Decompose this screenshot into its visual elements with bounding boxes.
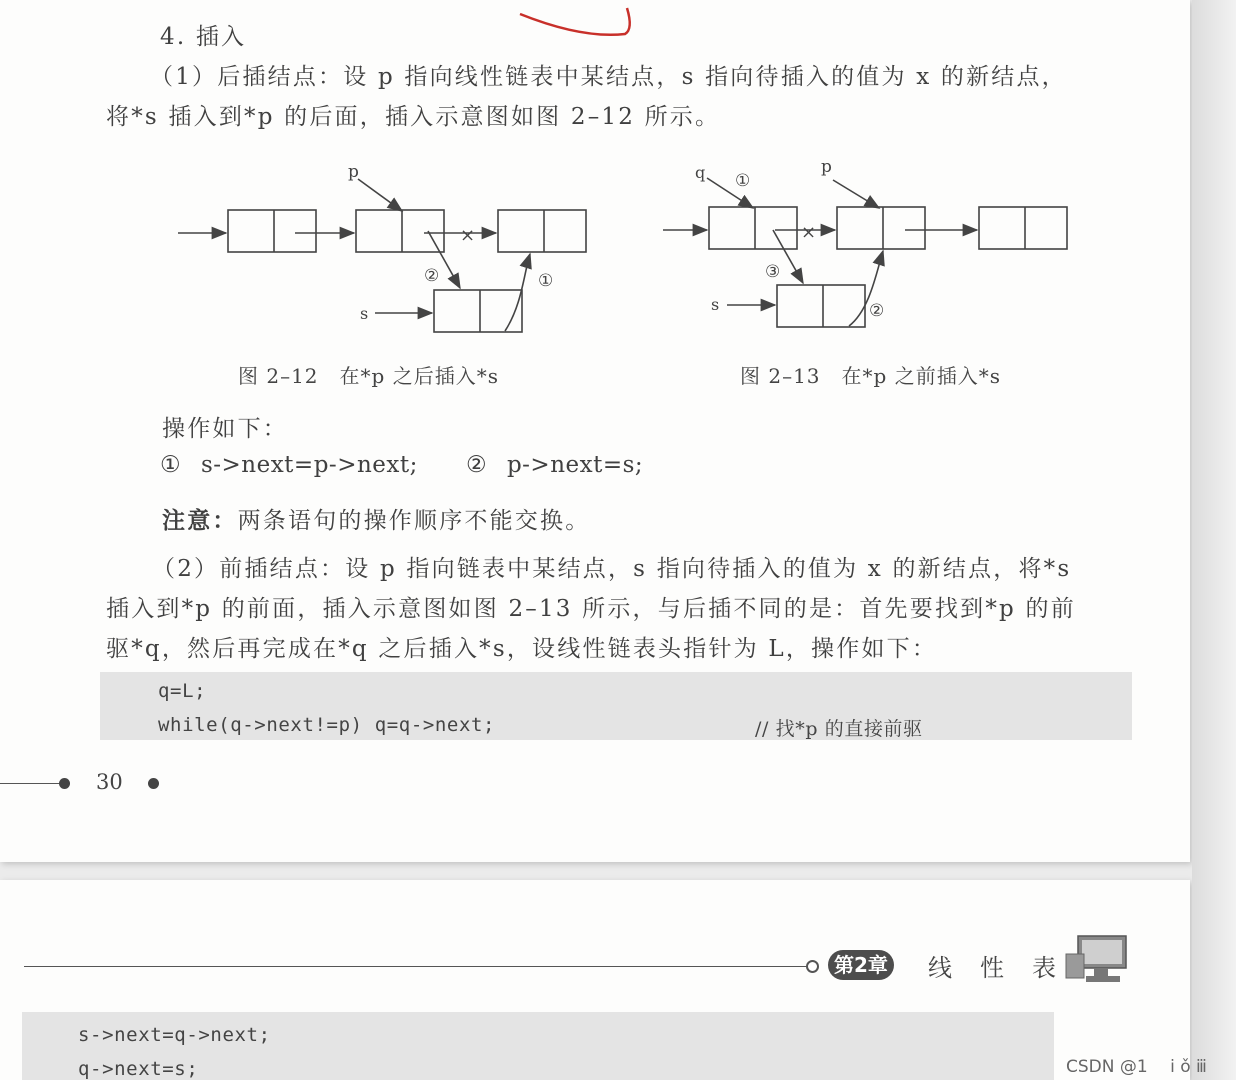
fig12-mark-2: ② [424, 266, 440, 286]
footer-dot-left [59, 778, 70, 789]
code-block-1 [100, 672, 1132, 740]
step1-number: ① [160, 452, 182, 478]
para1-line1: （1）后插结点：设 p 指向线性链表中某结点，s 指向待插入的值为 x 的新结点， [150, 64, 1067, 90]
note [162, 502, 590, 535]
step1-code: s->next=p->next; [200, 452, 418, 478]
fig12-label-p: p [348, 162, 359, 182]
fig12-p-pointer [358, 179, 402, 211]
fig13-cross-mark: × [801, 222, 817, 243]
fig12-node-1 [228, 210, 316, 252]
para2-line1: （2）前插结点：设 p 指向链表中某结点，s 指向待插入的值为 x 的新结点，将*s [152, 556, 1072, 582]
fig13-p-pointer [833, 180, 879, 208]
step2-code: p->next=s; [506, 452, 644, 478]
handwritten-red-mark [500, 0, 650, 50]
note-label: 注意： [162, 508, 238, 534]
chapter-badge: 第2章 [828, 950, 894, 980]
ops-step-2 [466, 452, 643, 478]
note-text: 两条语句的操作顺序不能交换。 [237, 508, 591, 534]
fig13-label-q: q [695, 163, 706, 182]
step2-number: ② [466, 452, 488, 478]
code1-comment: // 找*p 的直接前驱 [755, 718, 923, 740]
fig13-node-next [979, 207, 1067, 249]
footer-dot-right [148, 778, 159, 789]
fig12-arrow-1 [505, 254, 530, 331]
fig13-node-q [709, 207, 797, 249]
figure-2-13-diagram [655, 150, 1085, 340]
fig12-mark-1: ① [538, 271, 554, 291]
header-rule [24, 966, 814, 967]
code-block-2 [22, 1012, 1054, 1080]
figure-2-12-caption: 图 2–12 在*p 之后插入*s [238, 364, 499, 388]
page-edge-shadow [1192, 0, 1236, 1080]
figure-2-13-caption: 图 2–13 在*p 之前插入*s [740, 364, 1001, 388]
section-heading: 4. 插入 [160, 24, 247, 50]
code2-line1: s->next=q->next; [78, 1024, 271, 1046]
footer-rule [0, 783, 64, 784]
chapter-title: 线 性 表 [928, 954, 1058, 982]
para2-line2: 插入到*p 的前面，插入示意图如图 2–13 所示，与后插不同的是：首先要找到*p 的前 [106, 596, 1076, 622]
figure-2-12-diagram [170, 155, 610, 345]
ops-step-1 [160, 452, 418, 478]
csdn-watermark: CSDN @1 ⅰ ǒ ⅲ [1066, 1057, 1207, 1077]
para2-line3: 驱*q，然后再完成在*q 之后插入*s，设线性链表头指针为 L，操作如下： [106, 636, 938, 662]
monitor-icon [1064, 934, 1130, 984]
fig13-label-s: s [711, 295, 720, 314]
fig13-mark-3: ③ [765, 262, 781, 282]
header-dot [806, 960, 819, 973]
ops-title: 操作如下： [162, 416, 288, 442]
para1-line2: 将*s 插入到*p 的后面，插入示意图如图 2–12 所示。 [106, 104, 721, 130]
fig13-node-s [777, 285, 865, 327]
page-number: 30 [96, 770, 123, 794]
code2-line2: q->next=s; [78, 1058, 199, 1080]
fig12-node-p [356, 210, 444, 252]
fig12-node-next [498, 210, 586, 252]
fig13-node-p [837, 207, 925, 249]
fig13-mark-2: ② [869, 301, 885, 321]
fig12-label-s: s [360, 304, 369, 323]
fig13-mark-1: ① [735, 171, 751, 191]
code1-line1: q=L; [158, 680, 207, 702]
fig13-label-p: p [821, 157, 832, 177]
fig12-cross-mark: × [460, 225, 476, 246]
book-page-31 [0, 880, 1190, 1080]
code1-line2: while(q->next!=p) q=q->next; [158, 714, 496, 736]
